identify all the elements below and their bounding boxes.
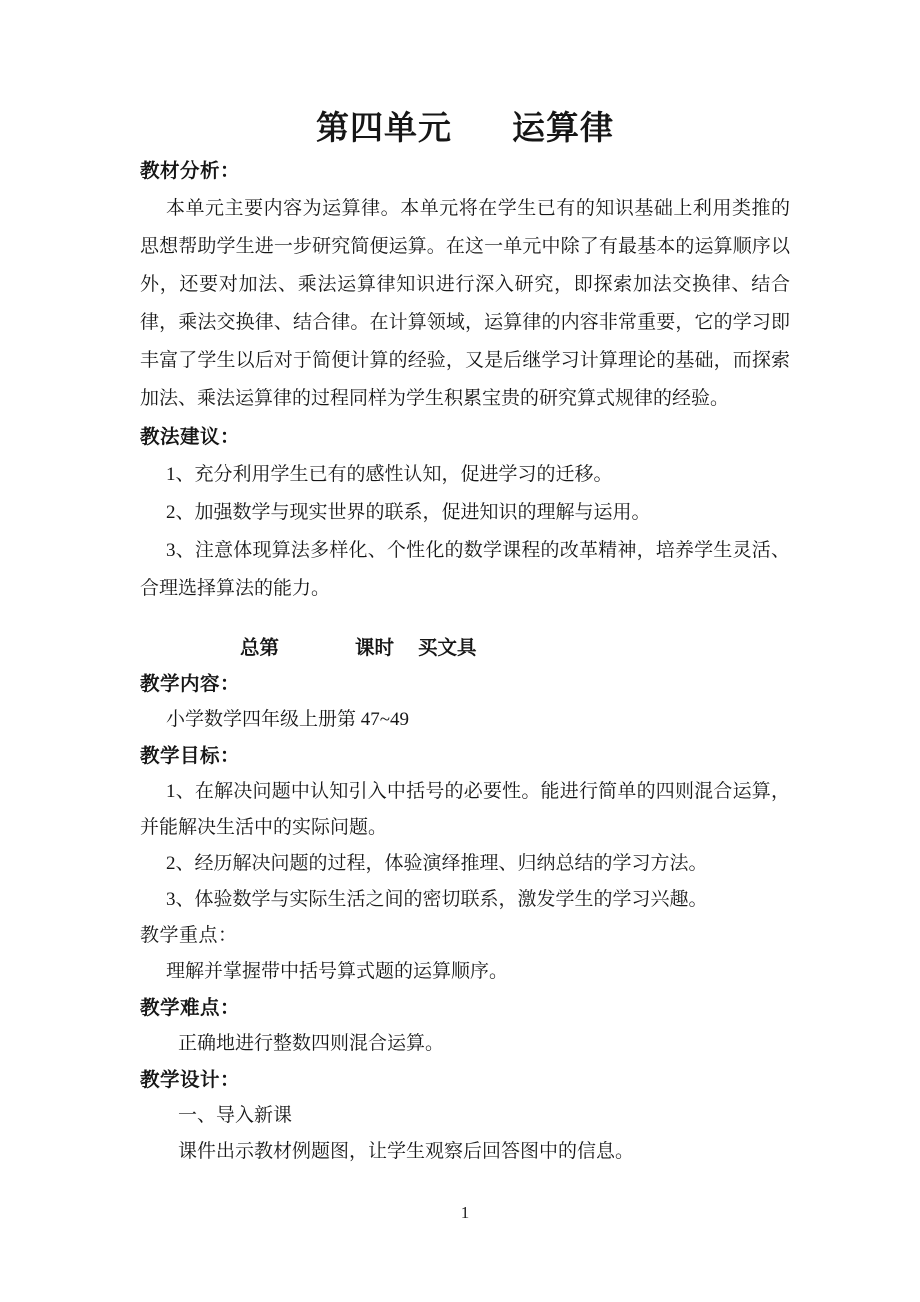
lesson-header [140, 630, 790, 666]
teaching-design-step-2: 课件出示教材例题图，让学生观察后回答图中的信息。 [178, 1141, 635, 1162]
page-title [140, 104, 790, 152]
teaching-goal-item-3: 3、体验数学与实际生活之间的密切联系，激发学生的学习兴趣。 [166, 889, 708, 910]
lesson-header-prefix: 总第 [240, 637, 280, 659]
heading-material-analysis: 教材分析： [140, 160, 241, 182]
teaching-focus-body: 理解并掌握带中括号算式题的运算顺序。 [166, 961, 509, 982]
teaching-suggestion-item-3: 3、注意体现算法多样化、个性化的数学课程的改革精神，培养学生灵活、合理选择算法的能力。 [140, 540, 790, 599]
teaching-design-step-1: 一、导入新课 [178, 1105, 293, 1126]
heading-teaching-focus: 教学重点： [140, 925, 238, 946]
document-content [0, 104, 920, 1224]
teaching-difficulty-body: 正确地进行整数四则混合运算。 [178, 1033, 445, 1054]
heading-teaching-goals: 教学目标： [140, 745, 241, 767]
teaching-goal-item-2: 2、经历解决问题的过程，体验演绎推理、归纳总结的学习方法。 [166, 853, 708, 874]
heading-teaching-content: 教学内容： [140, 673, 241, 695]
heading-teaching-suggestions: 教法建议： [140, 426, 241, 448]
section-overview [140, 152, 790, 608]
page-title-topic: 运算律 [512, 109, 614, 146]
lesson-header-period: 课时 [355, 637, 395, 659]
teaching-goal-item-1: 1、在解决问题中认知引入中括号的必要性。能进行简单的四则混合运算，并能解决生活中的实际问题。 [140, 781, 790, 838]
lesson-header-topic: 买文具 [418, 637, 477, 659]
heading-teaching-difficulty: 教学难点： [140, 997, 241, 1019]
page-number: 1 [460, 1203, 470, 1222]
section-divider-space [140, 608, 790, 630]
teaching-content-body: 小学数学四年级上册第 47~49 [166, 709, 410, 730]
teaching-suggestion-item-1: 1、充分利用学生已有的感性认知，促进学习的迁移。 [166, 464, 613, 485]
material-analysis-body: 本单元主要内容为运算律。本单元将在学生已有的知识基础上利用类推的思想帮助学生进一步研究简便运算。在这一单元中除了有最基本的运算顺序以外，还要对加法、乘法运算律知识进行深入研究，即探索加法交换律、结合律，乘法交换律、结合律。在计算领域，运算律的内容非常重要，它的学习即丰富了学生以后对于简便计算的经验，又是后继学习计算理论的基础，而探索加法、乘法运算律的过程同样为学生积累宝贵的研究算式规律的经验。 [140, 198, 790, 409]
page-title-unit: 第四单元 [316, 109, 452, 146]
section-lesson [140, 630, 790, 1170]
heading-teaching-design: 教学设计： [140, 1069, 241, 1091]
teaching-suggestion-item-2: 2、加强数学与现实世界的联系，促进知识的理解与运用。 [166, 502, 651, 523]
